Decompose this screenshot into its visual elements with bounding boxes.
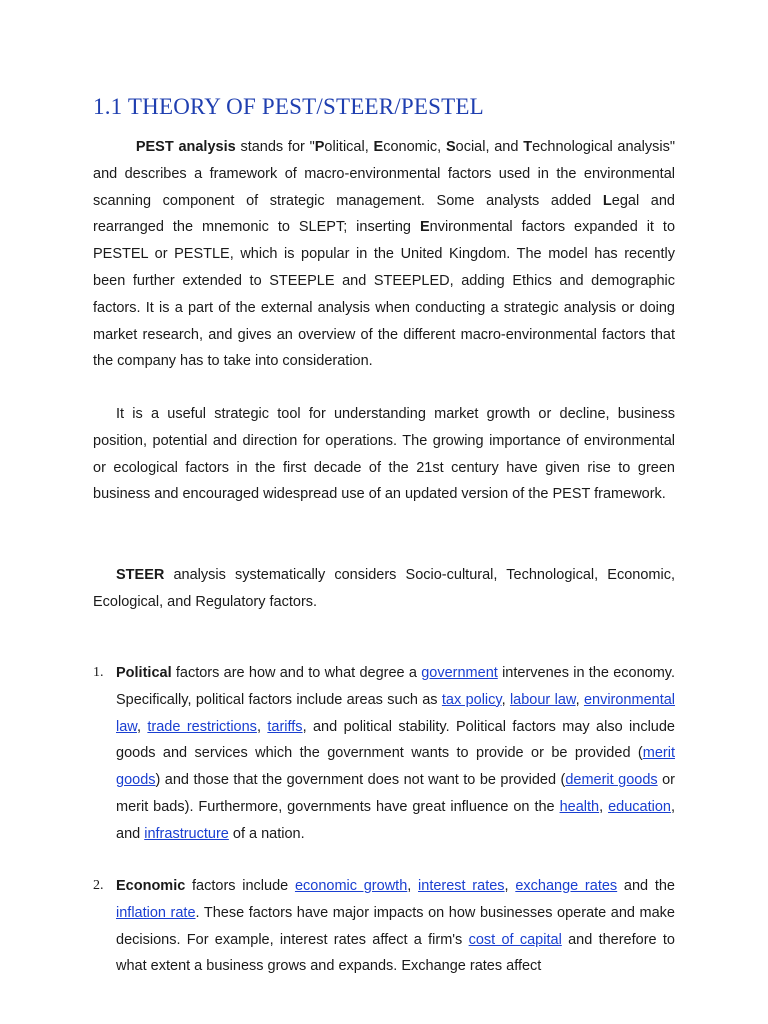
text: , and bbox=[116, 798, 675, 842]
link-health[interactable]: health bbox=[559, 798, 600, 815]
text: , bbox=[504, 878, 516, 894]
bold-text: PEST analysis bbox=[135, 139, 236, 155]
paragraph-strategic-tool: It is a useful strategic tool for understanding market growth or decline, business position, potential and direction for operations. The growing importance of environmental or ecological factors in the first decade of the 21st century have given rise to green business and encouraged widespread use of an updated version of the PEST framework. bbox=[93, 406, 675, 503]
text: intervenes in the economy. Specifically, political factors include areas such as bbox=[116, 665, 675, 708]
text: , bbox=[136, 718, 148, 735]
link-environmental-law[interactable]: environmental law bbox=[116, 691, 676, 735]
link-infrastructure[interactable]: infrastructure bbox=[144, 825, 229, 842]
text: , bbox=[407, 878, 419, 894]
text: conomic, bbox=[383, 139, 446, 155]
text: , and political stability. Political factors may also include goods and services which the government wants to provide or be provided ( bbox=[116, 718, 675, 762]
section-heading: 1.1 THEORY OF PEST/STEER/PESTEL bbox=[93, 94, 484, 119]
text: , bbox=[256, 718, 268, 735]
link-tariffs[interactable]: tariffs bbox=[267, 718, 303, 735]
text: factors are how and to what degree a bbox=[171, 665, 422, 681]
bold-text: Economic bbox=[116, 878, 186, 894]
link-trade-restrictions[interactable]: trade restrictions bbox=[147, 718, 257, 735]
text: . These factors have major impacts on how businesses operate and make decisions. For example, interest rates affect a firm's bbox=[116, 904, 675, 948]
text: stands for " bbox=[235, 139, 315, 155]
factor-list-political bbox=[93, 660, 675, 848]
text: ocial, and bbox=[455, 139, 524, 155]
factor-list-economic bbox=[93, 873, 675, 980]
link-government[interactable]: government bbox=[421, 665, 498, 681]
link-economic-growth[interactable]: economic growth bbox=[294, 878, 408, 894]
list-item-political bbox=[93, 660, 675, 848]
link-inflation-rate[interactable]: inflation rate bbox=[116, 904, 196, 921]
paragraph-pest-intro bbox=[93, 134, 675, 375]
text: olitical, bbox=[324, 139, 374, 155]
text: factors include bbox=[185, 878, 295, 894]
link-merit-goods[interactable]: merit goods bbox=[116, 745, 675, 789]
text: analysis systematically considers Socio-cultural, Technological, Economic, Ecological, and Regulatory factors. bbox=[93, 567, 675, 610]
text: , bbox=[599, 798, 609, 815]
text: , bbox=[575, 691, 584, 708]
list-number: 2. bbox=[93, 878, 104, 893]
text: nvironmental factors expanded it to PESTEL or PESTLE, which is popular in the United Kingdom. The model has recently been further extended to STEEPLE and STEEPLED, adding Ethics and demographic factors. It is a part of the external analysis when conducting a strategic analysis or doing market research, and gives an overview of the different macro-environmental factors that the company has to take into consideration. bbox=[93, 219, 676, 370]
text: of a nation. bbox=[228, 825, 305, 842]
bold-text: STEER bbox=[116, 567, 165, 583]
bold-letter: P bbox=[314, 139, 325, 155]
link-exchange-rates[interactable]: exchange rates bbox=[515, 878, 618, 894]
text: , bbox=[501, 691, 510, 708]
bold-letter: E bbox=[373, 139, 384, 155]
list-item-economic bbox=[93, 873, 675, 980]
link-interest-rates[interactable]: interest rates bbox=[418, 878, 505, 894]
bold-text: Political bbox=[116, 665, 172, 681]
link-education[interactable]: education bbox=[608, 798, 671, 815]
bold-letter: E bbox=[419, 219, 430, 236]
bold-letter: S bbox=[445, 139, 456, 155]
indent bbox=[93, 139, 136, 155]
list-number: 1. bbox=[93, 665, 104, 680]
text: ) and those that the government does not want to be provided ( bbox=[155, 772, 566, 789]
link-demerit-goods[interactable]: demerit goods bbox=[565, 772, 658, 789]
bold-letter: L bbox=[602, 192, 612, 209]
text: and the bbox=[617, 878, 675, 894]
text: echnological analysis" and describes a framework of macro-environmental factors used in the environmental scanning component of strategic management. Some analysts added bbox=[93, 139, 675, 209]
bold-letter: T bbox=[523, 139, 533, 155]
link-cost-of-capital[interactable]: cost of capital bbox=[468, 931, 562, 948]
link-tax-policy[interactable]: tax policy bbox=[441, 691, 502, 708]
text: and therefore to what extent a business grows and expands. Exchange rates affect bbox=[116, 931, 675, 975]
text: or merit bads). Furthermore, governments have great influence on the bbox=[116, 772, 676, 815]
text: egal and rearranged the mnemonic to SLEPT; inserting bbox=[93, 192, 675, 236]
link-labour-law[interactable]: labour law bbox=[509, 691, 576, 708]
paragraph-steer bbox=[93, 562, 675, 616]
